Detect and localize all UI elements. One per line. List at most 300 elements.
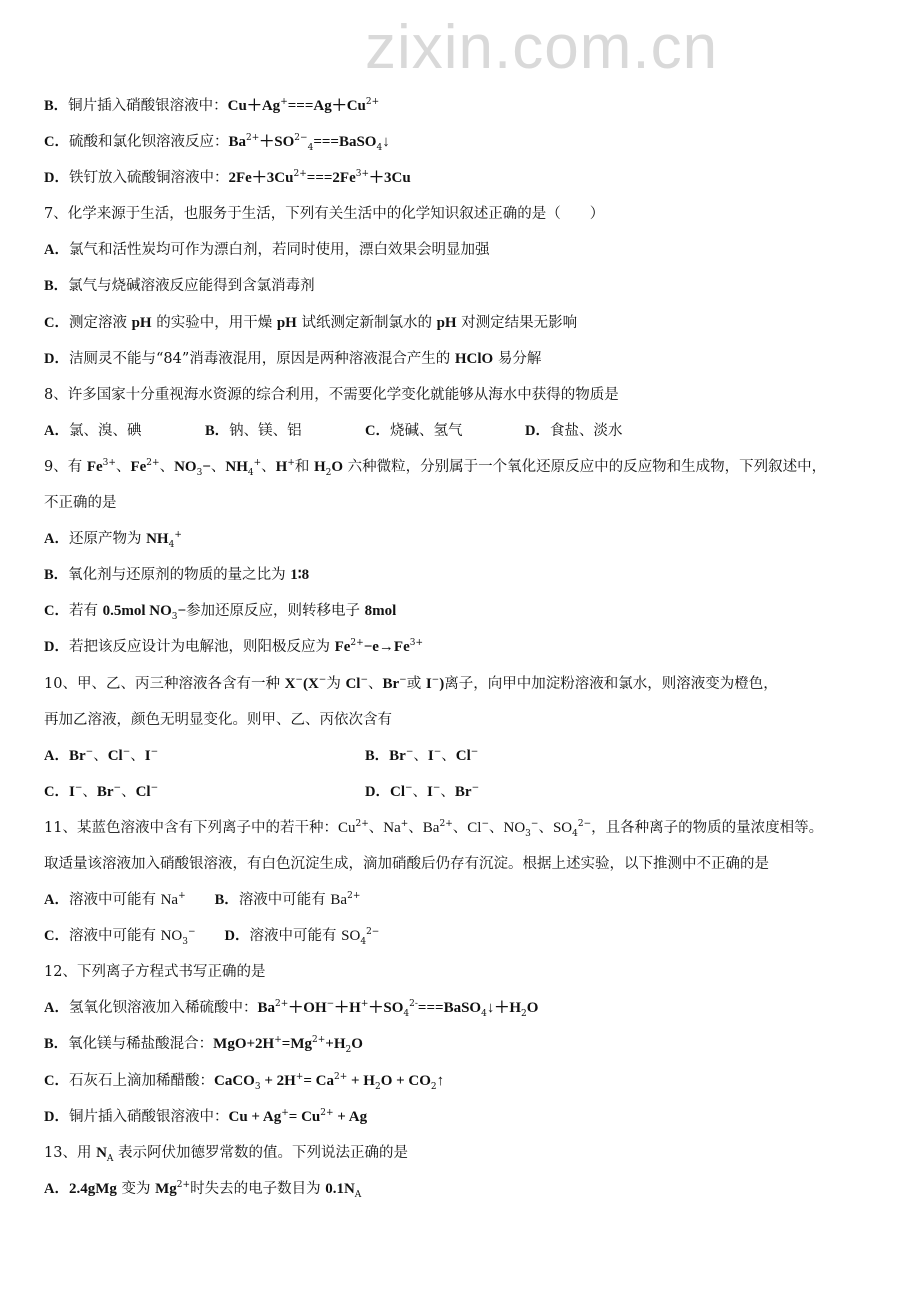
line-content	[44, 129, 390, 155]
subscript: A	[106, 1153, 114, 1164]
line-content	[44, 887, 360, 913]
formula-text: + H	[347, 1072, 375, 1089]
line-content	[44, 995, 538, 1021]
text-run: 9、有	[44, 458, 87, 475]
line-content	[44, 93, 379, 119]
subscript: 2	[345, 1045, 352, 1056]
text-run: 、	[538, 819, 553, 836]
formula-text: ＋OH	[288, 1000, 327, 1017]
superscript: 3+	[102, 458, 116, 469]
text-line	[44, 815, 894, 851]
formula-text: −	[177, 603, 187, 620]
text-run: 、	[115, 458, 131, 475]
formula-text: Fe	[130, 458, 147, 475]
document-body	[44, 93, 894, 1212]
text-run: 11、某蓝色溶液中含有下列离子中的若干种：	[44, 819, 338, 836]
text-run: 六种微粒，分别属于一个氧化还原反应中的反应物和生成物，下列叙述中，	[343, 458, 827, 475]
superscript: 2−	[294, 133, 308, 144]
line-content	[44, 526, 182, 552]
superscript: +	[174, 530, 182, 541]
line-content	[44, 959, 265, 985]
formula-text: SO	[552, 819, 573, 836]
line-content	[44, 815, 823, 841]
superscript: 2+	[365, 97, 380, 108]
superscript: +	[281, 1107, 289, 1118]
superscript: +	[360, 999, 369, 1010]
option-label: A．	[44, 242, 69, 259]
superscript: 2+	[176, 1179, 191, 1190]
option-label: C．	[44, 783, 69, 800]
line-content	[44, 634, 423, 660]
superscript: −	[150, 782, 159, 793]
option-label: C．	[44, 928, 69, 945]
text-line	[44, 490, 894, 526]
text-line	[44, 1176, 894, 1212]
text-line	[44, 1104, 894, 1140]
subscript: 4	[376, 142, 383, 153]
superscript: 2-	[409, 999, 418, 1010]
formula-text: ＋H	[334, 1000, 361, 1017]
formula-text: Cl	[107, 747, 123, 764]
text-run: 测定溶液	[68, 314, 132, 331]
superscript: 2+	[347, 891, 361, 902]
text-run: 还原产物为	[68, 531, 147, 548]
text-run: 、	[121, 783, 136, 800]
subscript: 2	[430, 1081, 437, 1092]
superscript: 2+	[333, 1071, 348, 1082]
line-content	[44, 201, 604, 227]
text-line	[44, 454, 894, 490]
text-run: 对测定结果无影响	[456, 314, 578, 331]
superscript: 2+	[146, 458, 160, 469]
option-label: D．	[525, 422, 550, 439]
text-run: 13、用	[44, 1144, 97, 1161]
formula-text: 0.1N	[325, 1180, 355, 1197]
superscript: +	[178, 891, 186, 902]
superscript: −	[74, 782, 83, 793]
formula-text: Br	[389, 747, 406, 764]
superscript: −	[404, 782, 413, 793]
text-run: 溶液中可能有	[249, 928, 342, 945]
text-run: 氧化镁与稀盐酸混合：	[68, 1036, 214, 1053]
superscript: 2+	[311, 1035, 326, 1046]
text-run: 氢氧化钡溶液加入稀硫酸中：	[68, 1000, 258, 1017]
text-run: 不正确的是	[44, 495, 117, 512]
watermark: zixin.com.cn	[365, 13, 719, 82]
line-content	[44, 310, 577, 336]
option-label: B．	[44, 567, 69, 584]
option-item	[44, 779, 158, 805]
line-content	[44, 382, 619, 408]
text-run: 、	[440, 783, 455, 800]
text-run: 离子，向甲中加淀粉溶液和氯水，则溶液变为橙色，	[444, 675, 778, 692]
text-line	[44, 562, 894, 598]
text-line	[44, 1031, 894, 1067]
formula-text: ↓＋H	[486, 1000, 521, 1017]
line-content	[44, 490, 117, 516]
option-label: D．	[44, 639, 69, 656]
text-line	[44, 382, 894, 418]
text-run: 参加还原反应，则转移电子	[186, 603, 365, 620]
formula-text: NO	[174, 458, 197, 475]
superscript: −	[318, 674, 327, 685]
superscript: +	[274, 1035, 282, 1046]
line-content	[44, 1140, 408, 1166]
subscript: 2	[374, 1081, 381, 1092]
superscript: 2+	[246, 133, 260, 144]
subscript: 2	[521, 1009, 527, 1020]
formula-text: NO	[503, 819, 526, 836]
superscript: 2−	[366, 927, 380, 938]
text-run: 、	[82, 783, 97, 800]
text-line	[44, 418, 894, 454]
line-content	[44, 1031, 363, 1057]
subscript: 4	[481, 1009, 487, 1020]
formula-text: )	[439, 675, 445, 692]
text-run: 、	[408, 819, 423, 836]
formula-text: NH	[225, 458, 248, 475]
text-run: 表示阿伏加德罗常数的值。下列说法正确的是	[113, 1144, 409, 1161]
subscript: 2	[325, 467, 332, 478]
superscript: 2+	[320, 1107, 334, 1118]
superscript: +	[400, 819, 409, 830]
option-item	[365, 418, 462, 444]
superscript: 3+	[355, 169, 370, 180]
text-run: 、	[452, 819, 468, 836]
option-label: A．	[44, 531, 69, 548]
text-run: 洁厕灵不能与“84”消毒液混用，原因是两种溶液混合产生的	[68, 350, 455, 367]
text-run: 若把该反应设计为电解池，则阳极反应为	[68, 639, 335, 656]
text-run: 时失去的电子数目为	[190, 1180, 326, 1197]
text-run: 变为	[116, 1180, 156, 1197]
text-line	[44, 707, 894, 743]
text-run: 、	[210, 458, 226, 475]
formula-text: Br	[382, 675, 400, 692]
option-label: A．	[44, 422, 69, 439]
superscript: −	[470, 746, 479, 757]
text-run: 、	[412, 783, 428, 800]
text-run: 易分解	[493, 350, 542, 367]
text-run: 、	[130, 747, 145, 764]
option-label: A．	[44, 747, 69, 764]
formula-text: pH	[131, 314, 152, 331]
text-run: 和	[294, 458, 314, 475]
text-line	[44, 851, 894, 887]
formula-text: 8mol	[364, 603, 397, 620]
subscript: A	[354, 1189, 362, 1200]
text-run: 氯气和活性炭均可作为漂白剂，若同时使用，漂白效果会明显加强	[68, 242, 490, 259]
formula-text: O	[526, 1000, 539, 1017]
formula-text: O	[331, 458, 344, 475]
text-run: 取适量该溶液加入硝酸银溶液，有白色沉淀生成，滴加硝酸后仍存有沉淀。根据上述实验，以下推测中不正确的是	[44, 855, 769, 872]
formula-text: Br	[454, 783, 472, 800]
formula-text: HClO	[454, 350, 494, 367]
text-line	[44, 671, 894, 707]
option-label: A．	[44, 1180, 69, 1197]
formula-text: I	[144, 747, 151, 764]
subscript: 4	[360, 937, 367, 948]
subscript: 4	[572, 828, 578, 839]
line-content	[44, 598, 396, 624]
text-run: 、	[93, 747, 108, 764]
superscript: 2+	[439, 819, 453, 830]
option-label: C．	[44, 1072, 69, 1089]
text-line	[44, 923, 894, 959]
superscript: −	[405, 746, 414, 757]
text-line	[44, 634, 894, 670]
text-run	[186, 892, 215, 908]
superscript: −	[122, 746, 131, 757]
formula-text: Mg	[155, 1180, 177, 1197]
superscript: −	[433, 746, 442, 757]
superscript: −	[399, 674, 407, 685]
option-label: B．	[44, 98, 69, 114]
formula-text: I	[427, 783, 433, 800]
subscript: 4	[403, 1009, 410, 1020]
option-label: D．	[44, 350, 69, 367]
formula-text: NH	[146, 531, 169, 548]
formula-text: Na	[383, 819, 401, 836]
line-content	[44, 671, 778, 697]
option-item	[525, 418, 622, 444]
text-line	[44, 310, 894, 346]
formula-text: −e→Fe	[363, 639, 410, 656]
formula-text: Fe	[334, 639, 351, 656]
text-line	[44, 995, 894, 1031]
option-label: D．	[44, 1108, 69, 1125]
superscript: −	[295, 674, 303, 685]
line-content	[44, 237, 489, 263]
formula-text: ↓	[382, 134, 390, 151]
formula-text: Cu＋Ag	[227, 98, 281, 114]
formula-text: + 2H	[260, 1072, 296, 1089]
formula-text: Ba	[257, 1000, 275, 1017]
formula-text: Ba	[330, 892, 348, 909]
text-line	[44, 237, 894, 273]
formula-text: ↑	[436, 1072, 445, 1089]
superscript: −	[188, 927, 196, 938]
formula-text: = Cu	[288, 1108, 321, 1125]
formula-text: I	[427, 747, 434, 764]
text-line	[44, 93, 894, 129]
option-label: C．	[44, 134, 69, 151]
text-run: 、	[367, 675, 383, 692]
formula-text: Cl	[467, 819, 482, 836]
text-run: 、	[159, 458, 175, 475]
superscript: 2+	[350, 638, 364, 649]
subscript: 4	[168, 540, 175, 551]
text-line	[44, 201, 894, 237]
subscript: 3	[171, 612, 178, 623]
formula-text: ===BaSO	[417, 1000, 482, 1017]
text-line	[44, 1068, 894, 1104]
text-line	[44, 598, 894, 634]
formula-text: N	[96, 1144, 107, 1161]
line-content	[44, 1068, 444, 1094]
formula-text: Cl	[345, 675, 361, 692]
text-line	[44, 743, 894, 779]
text-run: 、	[488, 819, 504, 836]
superscript: 3+	[409, 638, 424, 649]
formula-text: NO	[160, 928, 183, 945]
superscript: 2−	[577, 819, 592, 830]
superscript: 2+	[355, 819, 369, 830]
text-run: 氯、溴、碘	[68, 422, 142, 439]
text-run: 铜片插入硝酸银溶液中：	[68, 98, 228, 114]
option-label: A．	[44, 892, 69, 909]
formula-text: +H	[325, 1036, 346, 1053]
line-content	[44, 165, 411, 191]
text-line	[44, 165, 894, 201]
text-run: 为	[326, 675, 346, 692]
option-label: B．	[44, 278, 69, 295]
formula-text: O + CO	[380, 1072, 431, 1089]
text-run: 食盐、淡水	[549, 422, 623, 439]
formula-text: Na	[160, 892, 179, 909]
line-content	[44, 562, 309, 588]
text-run: 氯气与烧碱溶液反应能得到含氯消毒剂	[68, 278, 315, 295]
text-run: 钠、镁、铝	[229, 422, 302, 439]
formula-text: H	[275, 458, 288, 475]
subscript: 4	[307, 142, 314, 153]
superscript: −	[530, 819, 539, 830]
formula-text: ===2Fe	[306, 170, 356, 187]
formula-text: Cu	[337, 819, 356, 836]
text-line	[44, 959, 894, 995]
formula-text: −	[202, 458, 211, 475]
text-run	[196, 928, 225, 944]
line-content	[44, 346, 541, 372]
superscript: +	[287, 458, 295, 469]
option-label: C．	[44, 314, 69, 331]
superscript: −	[85, 746, 94, 757]
formula-text: I	[68, 783, 75, 800]
text-run: 再加乙溶液，颜色无明显变化。则甲、乙、丙依次含有	[44, 711, 392, 728]
formula-text: Br	[68, 747, 86, 764]
formula-text: Cl	[135, 783, 151, 800]
superscript: −	[150, 746, 159, 757]
subscript: 4	[247, 467, 254, 478]
text-run: 溶液中可能有	[68, 928, 161, 945]
subscript: 3	[525, 828, 531, 839]
option-label: C．	[365, 422, 390, 439]
text-run: 硫酸和氯化钡溶液反应：	[68, 134, 229, 151]
line-content	[44, 1104, 367, 1130]
option-label: D．	[224, 928, 250, 945]
superscript: −	[360, 674, 368, 685]
option-label: B．	[44, 1036, 69, 1053]
formula-text: I	[425, 675, 432, 692]
formula-text: X	[284, 675, 296, 692]
superscript: −	[326, 999, 335, 1010]
subscript: 3	[182, 937, 188, 948]
formula-text: pH	[436, 314, 457, 331]
text-line	[44, 346, 894, 382]
superscript: 2+	[293, 169, 307, 180]
text-line	[44, 129, 894, 165]
line-content	[44, 1176, 361, 1202]
superscript: 2+	[275, 999, 289, 1010]
text-run: 铁钉放入硫酸铜溶液中：	[68, 170, 229, 187]
text-run: 、	[441, 747, 456, 764]
line-content	[44, 923, 379, 949]
text-run: 溶液中可能有	[238, 892, 331, 909]
superscript: −	[431, 674, 440, 685]
line-content	[44, 273, 315, 299]
subscript: 3	[196, 467, 203, 478]
formula-text: ===Ag＋Cu	[287, 98, 366, 114]
text-line	[44, 526, 894, 562]
option-item	[44, 743, 158, 769]
line-content	[44, 707, 392, 733]
formula-text: O	[351, 1036, 363, 1053]
text-run: 或	[406, 675, 426, 692]
text-run: 溶液中可能有	[68, 892, 161, 909]
option-item	[365, 779, 479, 805]
option-label: B．	[214, 892, 239, 909]
formula-text: 2.4gMg	[68, 1180, 117, 1197]
superscript: −	[113, 782, 122, 793]
option-item	[44, 418, 141, 444]
superscript: −	[432, 782, 441, 793]
text-run: 10、甲、乙、丙三种溶液各含有一种	[44, 675, 285, 692]
formula-text: Ba	[422, 819, 440, 836]
superscript: +	[295, 1071, 304, 1082]
text-run: 烧碱、氢气	[389, 422, 463, 439]
option-item	[365, 743, 478, 769]
option-label: B．	[205, 422, 230, 439]
formula-text: ＋3Cu	[369, 170, 411, 187]
superscript: +	[253, 458, 262, 469]
text-run: 7、化学来源于生活，也服务于生活，下列有关生活中的化学知识叙述正确的是（ ）	[44, 206, 605, 223]
formula-text: =Mg	[281, 1036, 312, 1053]
formula-text: Cl	[455, 747, 471, 764]
subscript: 3	[254, 1081, 261, 1092]
formula-text: ===BaSO	[313, 134, 377, 151]
text-line	[44, 1140, 894, 1176]
text-run: ，且各种离子的物质的量浓度相等。	[591, 819, 824, 836]
formula-text: Cl	[389, 783, 405, 800]
option-item	[205, 418, 302, 444]
formula-text: 0.5mol NO	[102, 603, 172, 620]
text-run: 石灰石上滴加稀醋酸：	[68, 1072, 214, 1089]
text-run: 试纸测定新制氯水的	[296, 314, 437, 331]
text-run: 、	[413, 747, 428, 764]
text-line	[44, 887, 894, 923]
option-label: D．	[365, 783, 390, 800]
option-label: D．	[44, 170, 69, 187]
text-run: 的实验中，用干燥	[151, 314, 277, 331]
formula-text: Cu + Ag	[228, 1108, 282, 1125]
formula-text: Ba	[228, 134, 246, 151]
formula-text: Fe	[86, 458, 103, 475]
option-label: B．	[365, 747, 390, 764]
formula-text: 2Fe＋3Cu	[228, 170, 294, 187]
formula-text: + Ag	[333, 1108, 368, 1125]
option-label: A．	[44, 1000, 69, 1017]
text-line	[44, 779, 894, 815]
text-run: 铜片插入硝酸银溶液中：	[68, 1108, 229, 1125]
text-run: 12、下列离子方程式书写正确的是	[44, 964, 266, 981]
line-content	[44, 851, 769, 877]
formula-text: = Ca	[303, 1072, 334, 1089]
formula-text: SO	[341, 928, 361, 945]
text-run: 、	[261, 458, 276, 475]
superscript: −	[471, 782, 480, 793]
formula-text: 1∶8	[290, 567, 310, 584]
line-content	[44, 454, 826, 480]
formula-text: Br	[96, 783, 114, 800]
